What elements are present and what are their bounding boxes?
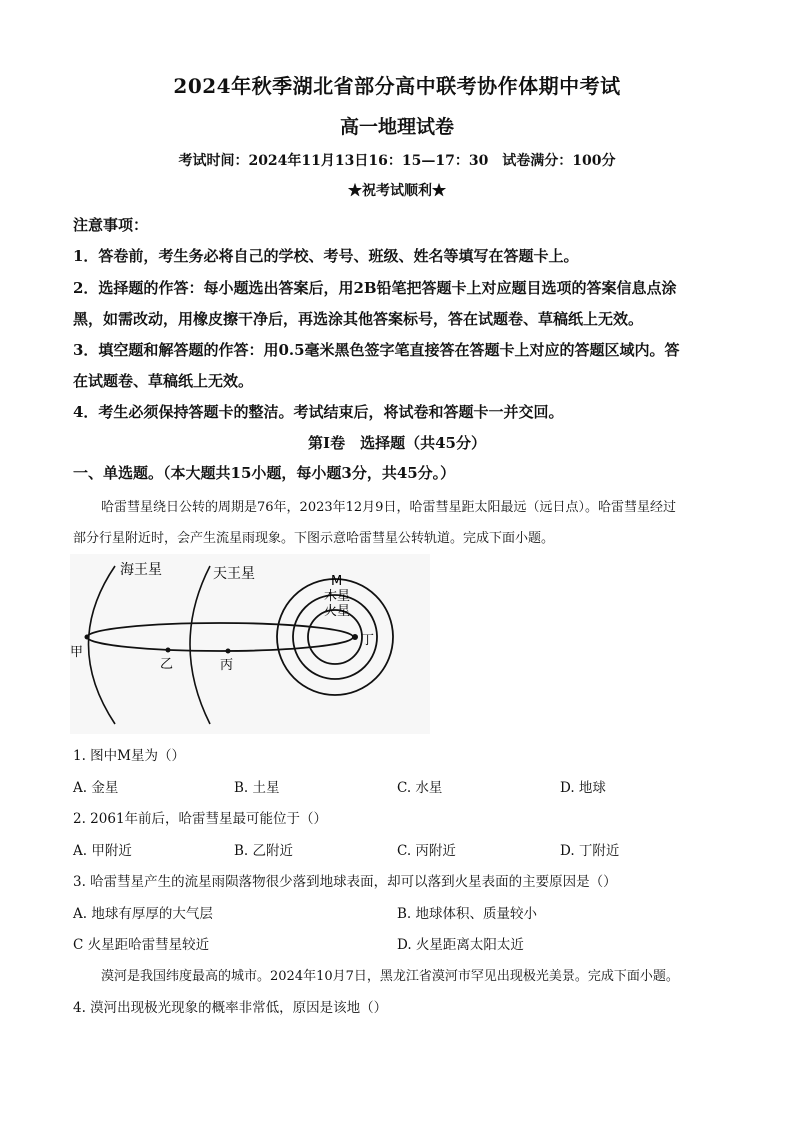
label-jia: 甲 [70, 645, 84, 660]
label-yi: 乙 [160, 657, 174, 672]
label-neptune: 海王星 [120, 562, 162, 578]
question-3-stem: 3. 哈雷彗星产生的流星雨陨落物很少落到地球表面，却可以落到火星表面的主要原因是（） [73, 874, 617, 890]
point-bing-dot [226, 649, 231, 654]
q2-option-c: C. 丙附近 [397, 843, 456, 859]
label-m: M [331, 574, 343, 589]
note-item: 在试题卷、草稿纸上无效。 [73, 372, 254, 390]
comet-orbit-figure [70, 554, 430, 734]
q1-option-d: D. 地球 [560, 780, 606, 796]
note-item: 4．考生必须保持答题卡的整洁。考试结束后，将试卷和答题卡一并交回。 [73, 403, 564, 421]
good-luck-line: ★祝考试顺利★ [348, 183, 446, 199]
exam-subtitle: 高一地理试卷 [339, 116, 454, 138]
label-uranus: 天王星 [213, 566, 255, 582]
q1-option-a: A. 金星 [73, 780, 119, 796]
point-jia-dot [85, 635, 90, 640]
passage-line: 部分行星附近时，会产生流星雨现象。下图示意哈雷彗星公转轨道。完成下面小题。 [73, 531, 555, 546]
point-yi-dot [166, 648, 171, 653]
question-4-stem: 4. 漠河出现极光现象的概率非常低，原因是该地（） [73, 1000, 388, 1016]
question-2-stem: 2. 2061年前后，哈雷彗星最可能位于（） [73, 811, 328, 827]
q3-option-a: A. 地球有厚厚的大气层 [73, 906, 213, 922]
note-item: 3．填空题和解答题的作答：用0.5毫米黑色签字笔直接答在答题卡上对应的答题区域内。答 [73, 341, 680, 359]
part-heading: 一、单选题。（本大题共15小题，每小题3分，共45分。） [73, 464, 456, 482]
passage-line: 哈雷彗星绕日公转的周期是76年，2023年12月9日，哈雷彗星距太阳最远（远日点）。哈雷彗星经过 [101, 500, 676, 515]
note-item: 黑，如需改动，用橡皮擦干净后，再选涂其他答案标号，答在试题卷、草稿纸上无效。 [73, 310, 644, 328]
notes-heading: 注意事项： [73, 216, 149, 234]
note-item: 1．答卷前，考生务必将自己的学校、考号、班级、姓名等填写在答题卡上。 [73, 247, 579, 265]
section-title: 第Ⅰ卷 选择题（共45分） [308, 434, 486, 452]
q2-option-b: B. 乙附近 [234, 843, 294, 859]
label-ding: 丁 [361, 633, 375, 648]
exam-title: 2024年秋季湖北省部分高中联考协作体期中考试 [173, 74, 621, 98]
q1-option-b: B. 土星 [234, 780, 280, 796]
label-bing: 丙 [220, 658, 234, 673]
label-mars: 火星 [324, 604, 351, 619]
passage-2: 漠河是我国纬度最高的城市。2024年10月7日，黑龙江省漠河市罕见出现极光美景。完成下面小题。 [101, 969, 679, 984]
label-jupiter: 木星 [324, 589, 351, 604]
q2-option-d: D. 丁附近 [560, 843, 620, 859]
q1-option-c: C. 水星 [397, 780, 443, 796]
sun-dot [352, 634, 358, 640]
note-item: 2．选择题的作答：每小题选出答案后，用2B铅笔把答题卡上对应题目选项的答案信息点涂 [73, 279, 677, 297]
q3-option-c: C 火星距哈雷彗星较近 [73, 937, 210, 953]
q3-option-d: D. 火星距离太阳太近 [397, 937, 524, 953]
q2-option-a: A. 甲附近 [73, 843, 132, 859]
q3-option-b: B. 地球体积、质量较小 [397, 906, 538, 922]
exam-info: 考试时间：2024年11月13日16：15—17：30 试卷满分：100分 [178, 153, 616, 169]
question-1-stem: 1. 图中M星为（） [73, 748, 185, 764]
